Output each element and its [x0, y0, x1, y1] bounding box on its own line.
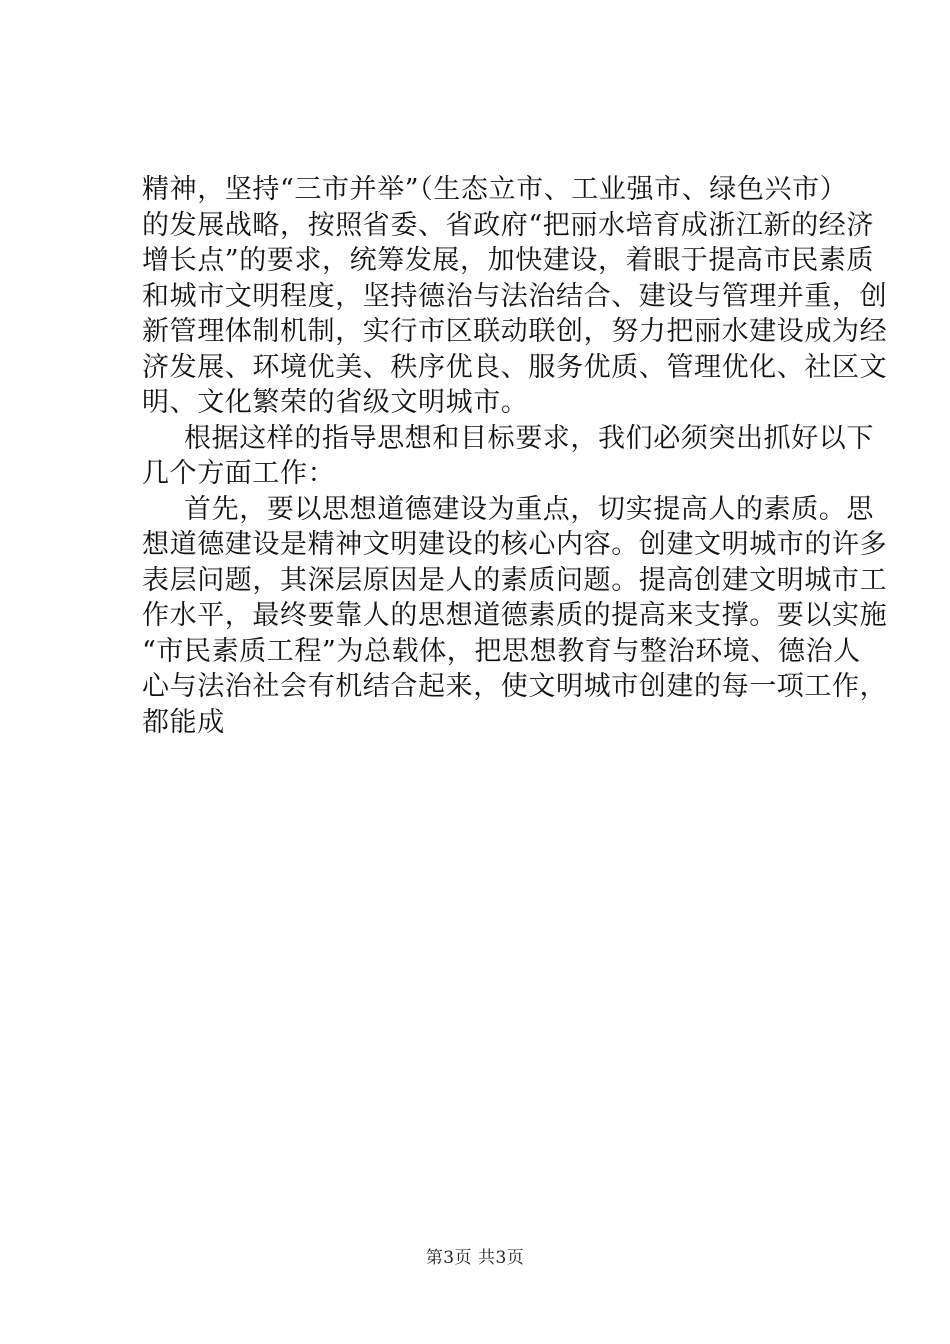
document-body — [142, 172, 888, 740]
paragraph-3-line-4: 作水平，最终要靠人的思想道德素质的提高来支撑。要以实施 — [142, 600, 888, 631]
paragraph-1-line-6: 济发展、环境优美、秩序优良、服务优质、管理优化、社区文 — [142, 351, 888, 383]
paragraph-3-line-7: 都能成 — [142, 706, 225, 738]
paragraph-3-line-3: 表层问题，其深层原因是人的素质问题。提高创建文明城市工 — [142, 564, 888, 596]
paragraph-1-line-4: 和城市文明程度，坚持德治与法治结合、建设与管理并重，创 — [142, 280, 888, 312]
paragraph-1-line-1: 精神，坚持“三市并举”（生态立市、工业强市、绿色兴市） — [142, 174, 848, 205]
paragraph-2-line-1: 根据这样的指导思想和目标要求，我们必须突出抓好以下 — [184, 422, 874, 454]
paragraph-2-line-2: 几个方面工作： — [142, 458, 336, 489]
paragraph-3-line-2: 想道德建设是精神文明建设的核心内容。创建文明城市的许多 — [142, 529, 888, 560]
page-number-label: 第3页 共3页 — [425, 1248, 525, 1268]
paragraph-1-line-3: 增长点”的要求，统筹发展，加快建设，着眼于提高市民素质 — [142, 245, 875, 276]
paragraph-3-line-5: “市民素质工程”为总载体，把思想教育与整治环境、德治人 — [142, 635, 861, 667]
page-footer — [0, 1243, 950, 1268]
paragraph-3-line-6: 心与法治社会有机结合起来，使文明城市创建的每一项工作， — [142, 671, 888, 702]
paragraph-3-line-1: 首先，要以思想道德建设为重点，切实提高人的素质。思 — [184, 493, 874, 525]
paragraph-1-line-5: 新管理体制机制，实行市区联动联创，努力把丽水建设成为经 — [142, 316, 888, 347]
paragraph-1-line-2: 的发展战略，按照省委、省政府“把丽水培育成浙江新的经济 — [142, 209, 875, 241]
paragraph-1-line-7: 明、文化繁荣的省级文明城市。 — [142, 387, 529, 418]
